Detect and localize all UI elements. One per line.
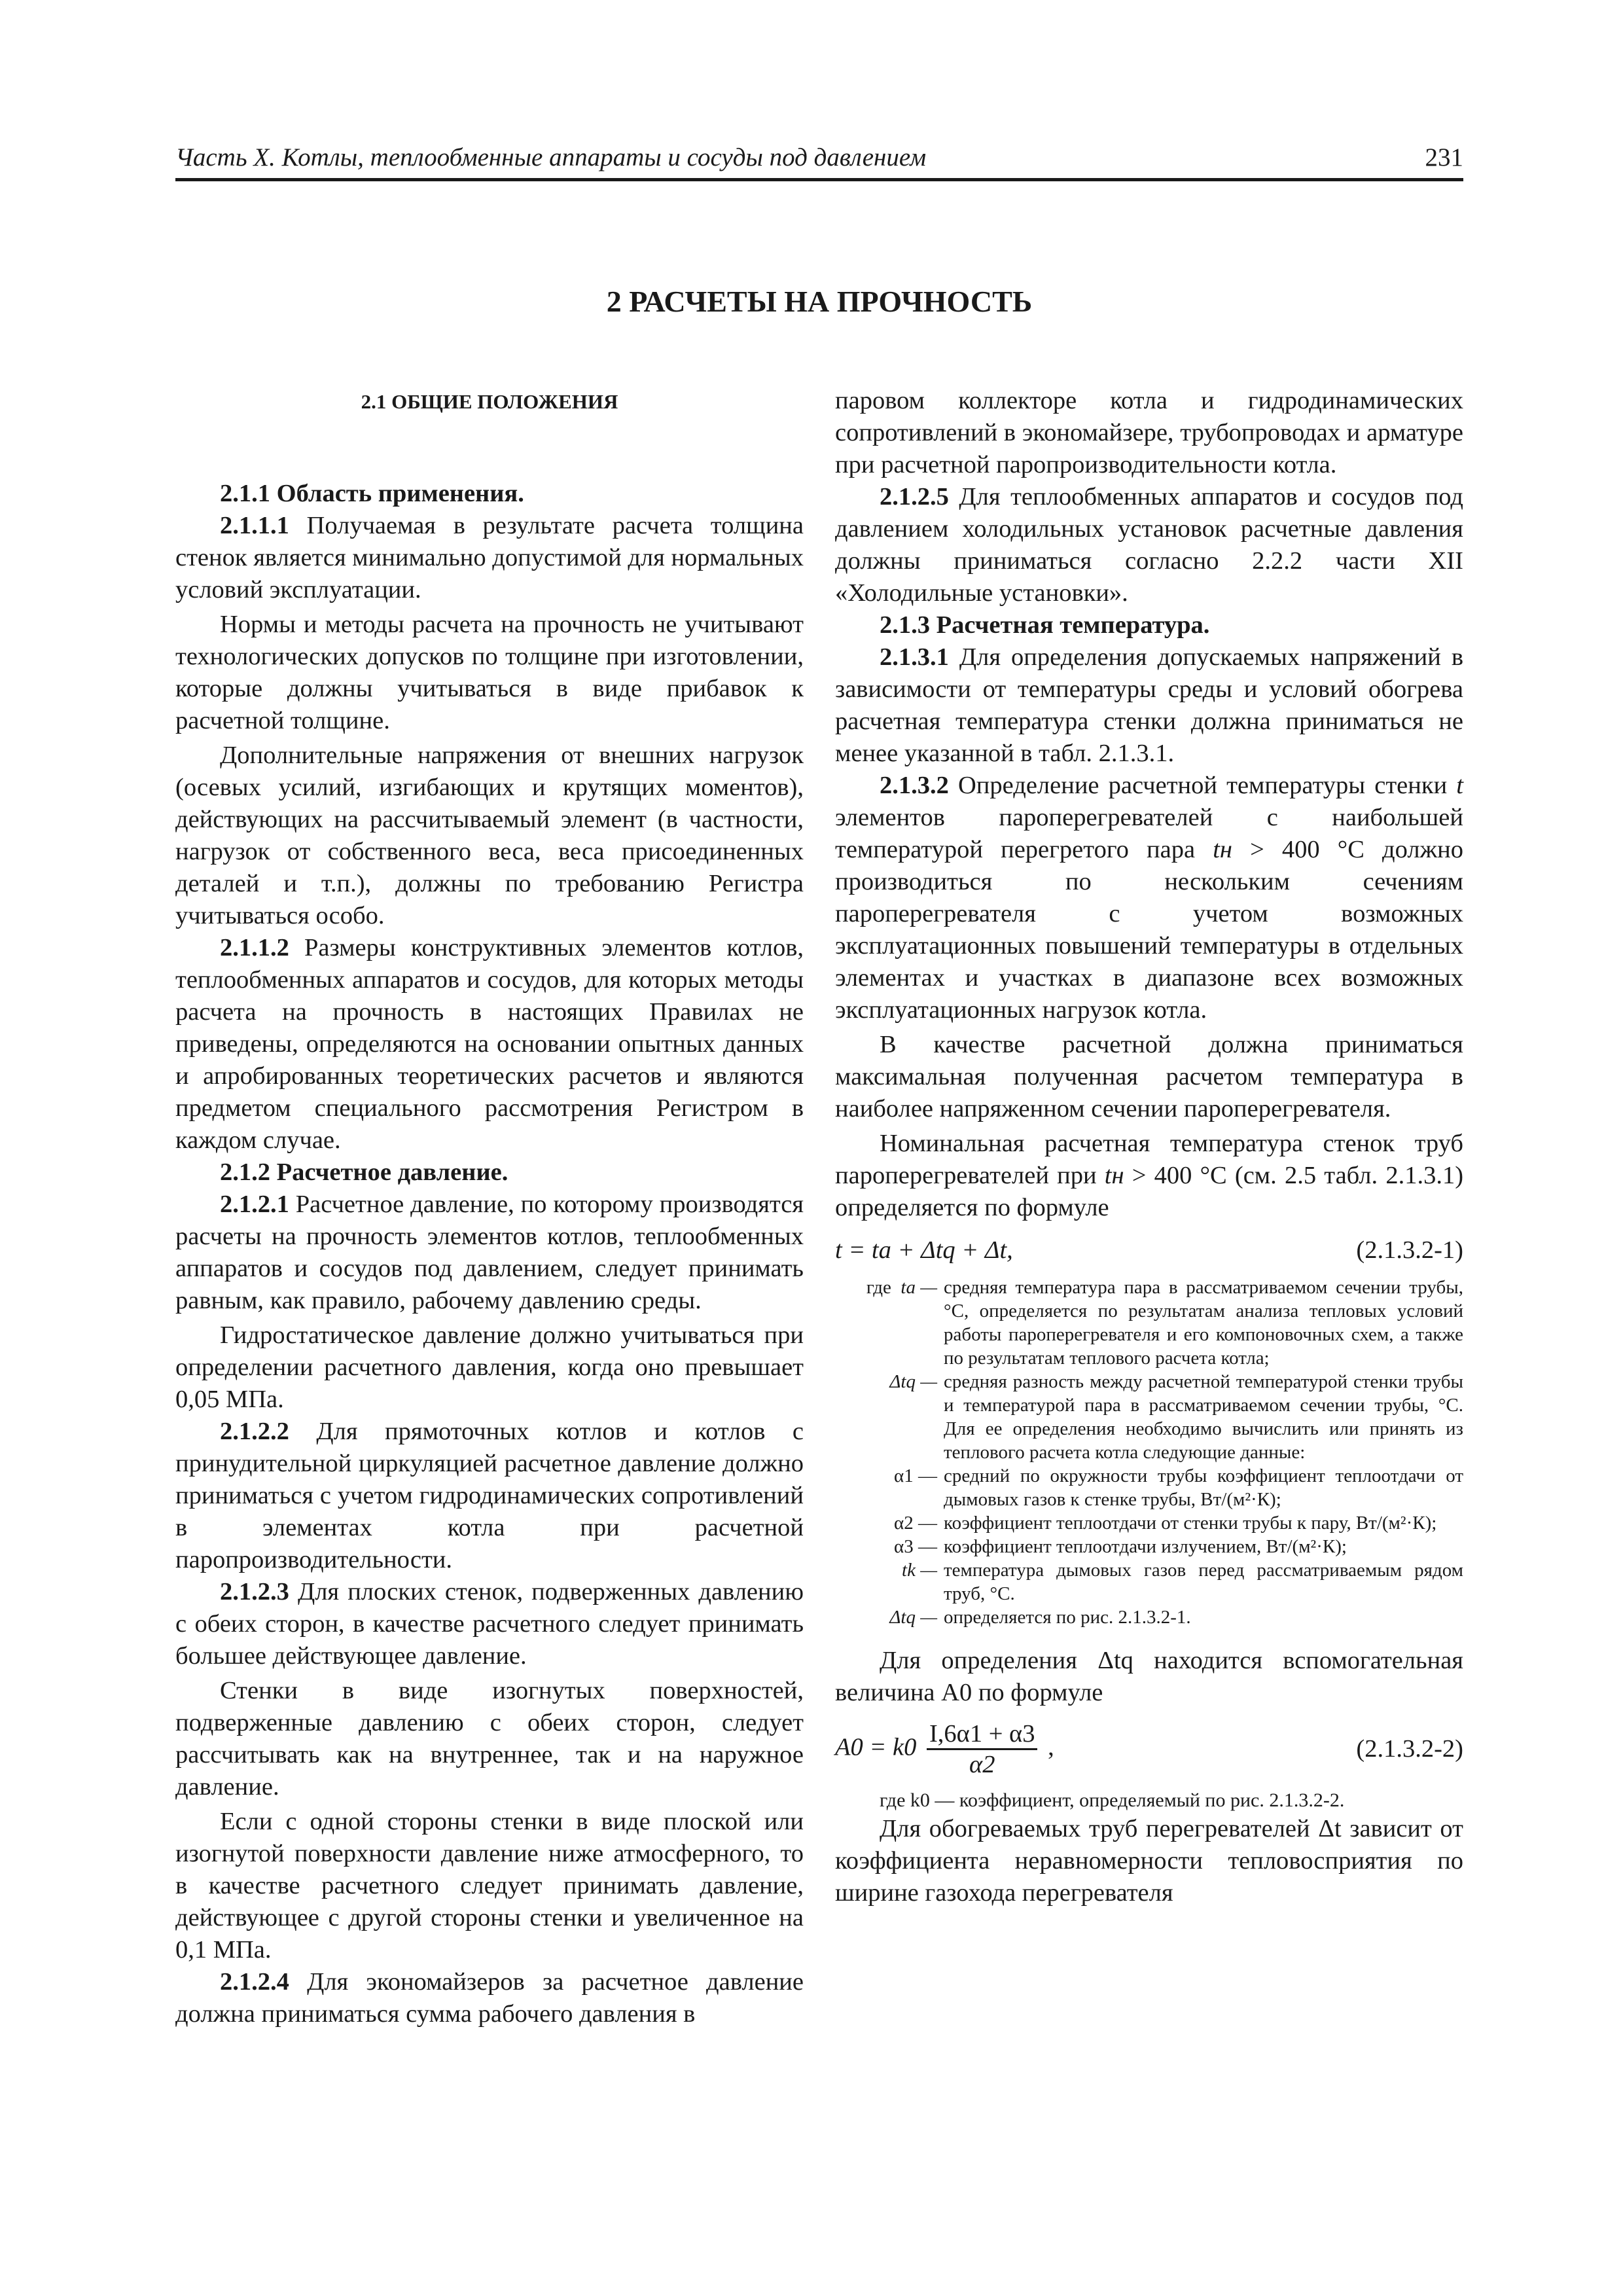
formula-expression: t = tа + Δtq + Δt, [835,1236,1013,1264]
subsection-heading: 2.1.3 Расчетная температура. [880,611,1210,639]
formula-tail: , [1048,1733,1054,1761]
paragraph: Для обогреваемых труб перегревателей Δt зависит от коэффициента неравномерности тепловосприятия по ширине газохода перегревателя [835,1815,1463,1907]
definition-item [835,1558,1463,1605]
clause-number: 2.1.2.2 [220,1418,289,1445]
definition-text: средний по окружности трубы коэффициент теплоотдачи от дымовых газов к стенке трубы, Вт/(м²·К); [944,1465,1463,1510]
paragraph: Нормы и методы расчета на прочность не учитывают технологических допусков по толщине при изготовлении, которые должны учитываться в виде прибавок к расчетной толщине. [175,611,804,734]
clause-number: 2.1.2.1 [220,1191,289,1218]
symbol-tn: tн [1104,1162,1124,1189]
clause-number: 2.1.2.5 [880,483,949,511]
formula-expression [835,1719,1054,1779]
definition-symbol: Δtq — [889,1607,937,1628]
paragraph: Стенки в виде изогнутых поверхностей, подверженные давлению с обеих сторон, следует рассчитывать как на внутреннее, так и на наружное давление. [175,1677,804,1801]
paragraph-text: Получаемая в результате расчета толщина стенок является минимально допустимой для нормальных условий эксплуатации. [175,512,804,603]
paragraph [175,1189,804,1317]
paragraph [835,1128,1463,1224]
paragraph-text: Для теплообменных аппаратов и сосудов под давлением холодильных установок расчетные давления должны приниматься согласно 2.2.2 части XII «Холодильные установки». [835,483,1463,607]
definition-symbol: α1 — [894,1465,937,1486]
paragraph: Для определения Δtq находится вспомогательная величина A0 по формуле [835,1647,1463,1706]
paragraph-text: Для прямоточных котлов и котлов с принудительной циркуляцией расчетное давление должно приниматься с учетом гидродинамических сопротивлений в элементах котла при расчетной паропроизводительности. [175,1418,804,1573]
formula-2-1-3-2-1 [835,1234,1463,1266]
paragraph-text: > 400 °С должно производиться по нескольким сечениям пароперегревателя с учетом возможных эксплуатационных повышений температуры в отдельных элементах и участках в диапазоне всех возможных эксплуатационных нагрузок котла. [835,836,1463,1024]
definition-text: средняя температура пара в рассматриваемом сечении трубы, °С, определяется по результатам анализа тепловых условий работы пароперегревателя и его компоновочных схем, а также по результатам теплового расчета котла; [944,1277,1463,1369]
symbol-t: t [1456,772,1463,799]
fraction-numerator: I,6α1 + α3 [927,1719,1038,1750]
paragraph [175,1416,804,1576]
paragraph [835,641,1463,770]
left-column [175,385,804,2030]
definition-symbol: α2 — [894,1513,937,1534]
definition-item [835,1511,1463,1535]
paragraph [175,932,804,1157]
right-column [835,385,1463,1909]
clause-number: 2.1.3.2 [880,772,949,799]
definition-text: коэффициент теплоотдачи излучением, Вт/(м²·К); [944,1536,1347,1557]
chapter-title: 2 РАСЧЕТЫ НА ПРОЧНОСТЬ [606,285,1033,318]
symbol-tn: tн [1213,836,1232,863]
definition-prefix: где [866,1277,891,1298]
fraction-denominator: α2 [969,1751,995,1778]
definition-item [835,1535,1463,1558]
page-number: 231 [1425,143,1463,171]
section-title: 2.1 ОБЩИЕ ПОЛОЖЕНИЯ [361,390,618,413]
paragraph-text: Для экономайзеров за расчетное давление должна приниматься сумма рабочего давления в [175,1968,804,2028]
paragraph-text: Расчетное давление, по которому производятся расчеты на прочность элементов котлов, теплообменных аппаратов и сосудов под давлением, следует принимать равным, как правило, рабочему давлению среды. [175,1191,804,1314]
definition-item [835,1605,1463,1629]
paragraph-text: Для определения допускаемых напряжений в зависимости от температуры среды и условий обогрева расчетная температура стенки должна приниматься не менее указанной в табл. 2.1.3.1. [835,643,1463,767]
paragraph: Гидростатическое давление должно учитываться при определении расчетного давления, когда оно превышает 0,05 МПа. [175,1321,804,1413]
formula-lhs: A0 = k0 [835,1733,917,1761]
definition-text: коэффициент теплоотдачи от стенки трубы к пару, Вт/(м²·К); [944,1513,1437,1534]
fraction [927,1719,1038,1779]
paragraph [175,1576,804,1672]
paragraph-text: элементов пароперегревателей с наибольшей температурой перегретого пара [835,804,1463,863]
paragraph: Дополнительные напряжения от внешних нагрузок (осевых усилий, изгибающих и крутящих моментов), действующих на рассчитываемый элемент (в частности, нагрузок от собственного веса, веса присоединенных деталей и т.п.), должны по требованию Регистра учитываться особо. [175,742,804,929]
definition-item [835,1276,1463,1370]
clause-number: 2.1.2.3 [220,1578,289,1605]
definition-symbol: tk — [902,1560,937,1581]
paragraph [835,481,1463,609]
paragraph [175,510,804,606]
definition-text: определяется по рис. 2.1.3.2-1. [944,1607,1191,1628]
running-title: Часть X. Котлы, теплообменные аппараты и сосуды под давлением [175,143,927,171]
clause-number: 2.1.2.4 [220,1968,289,1996]
paragraph-text: Для плоских стенок, подверженных давлению с обеих сторон, в качестве расчетного следует принимать большее действующее давление. [175,1578,804,1670]
formula-note: где k0 — коэффициент, определяемый по рис. 2.1.3.2-2. [880,1789,1345,1811]
definition-text: температура дымовых газов перед рассматриваемым рядом труб, °С. [944,1560,1463,1604]
formula-2-1-3-2-2 [835,1719,1463,1779]
paragraph: Если с одной стороны стенки в виде плоской или изогнутой поверхности давление ниже атмосферного, то в качестве расчетного следует принимать давление, действующее с другой стороны стенки и увеличенное на 0,1 МПа. [175,1808,804,1964]
definition-symbol: tа — [901,1277,937,1298]
paragraph: паровом коллекторе котла и гидродинамических сопротивлений в экономайзере, трубопроводах и арматуре при расчетной паропроизводительности котла. [835,387,1463,478]
paragraph [835,770,1463,1026]
paragraph-text: Номинальная расчетная температура стенок труб пароперегревателей при [835,1130,1463,1189]
subsection-heading: 2.1.1 Область применения. [220,480,524,507]
formula-number: (2.1.3.2-1) [1356,1236,1463,1264]
definition-item [835,1370,1463,1464]
definition-text: средняя разность между расчетной температурой стенки трубы и температурой пара в рассматриваемом сечении трубы, °С. Для ее определения необходимо вычислить или принять из теплового расчета котла следующие данные: [944,1371,1463,1463]
formula-number: (2.1.3.2-2) [1356,1735,1463,1763]
paragraph: В качестве расчетной должна приниматься максимальная полученная расчетом температура в наиболее напряженном сечении пароперегревателя. [835,1031,1463,1122]
definition-symbol: Δtq — [889,1371,937,1392]
paragraph [175,1966,804,2030]
clause-number: 2.1.3.1 [880,643,949,671]
subsection-heading: 2.1.2 Расчетное давление. [220,1158,508,1186]
paragraph-text: > 400 °С (см. 2.5 табл. 2.1.3.1) определяется по формуле [835,1162,1464,1221]
symbol-definitions [835,1276,1463,1629]
paragraph-text: Определение расчетной температуры стенки [948,772,1457,799]
clause-number: 2.1.1.2 [220,934,289,961]
clause-number: 2.1.1.1 [220,512,289,539]
definition-item [835,1464,1463,1511]
paragraph-text: Размеры конструктивных элементов котлов, теплообменных аппаратов и сосудов, для которых методы расчета на прочность в настоящих Правилах не приведены, определяются на основании опытных данных и апробированных теоретических расчетов и являются предметом специального рассмотрения Регистром в каждом случае. [175,934,804,1154]
running-header [175,137,1463,181]
definition-symbol: α3 — [894,1536,937,1557]
